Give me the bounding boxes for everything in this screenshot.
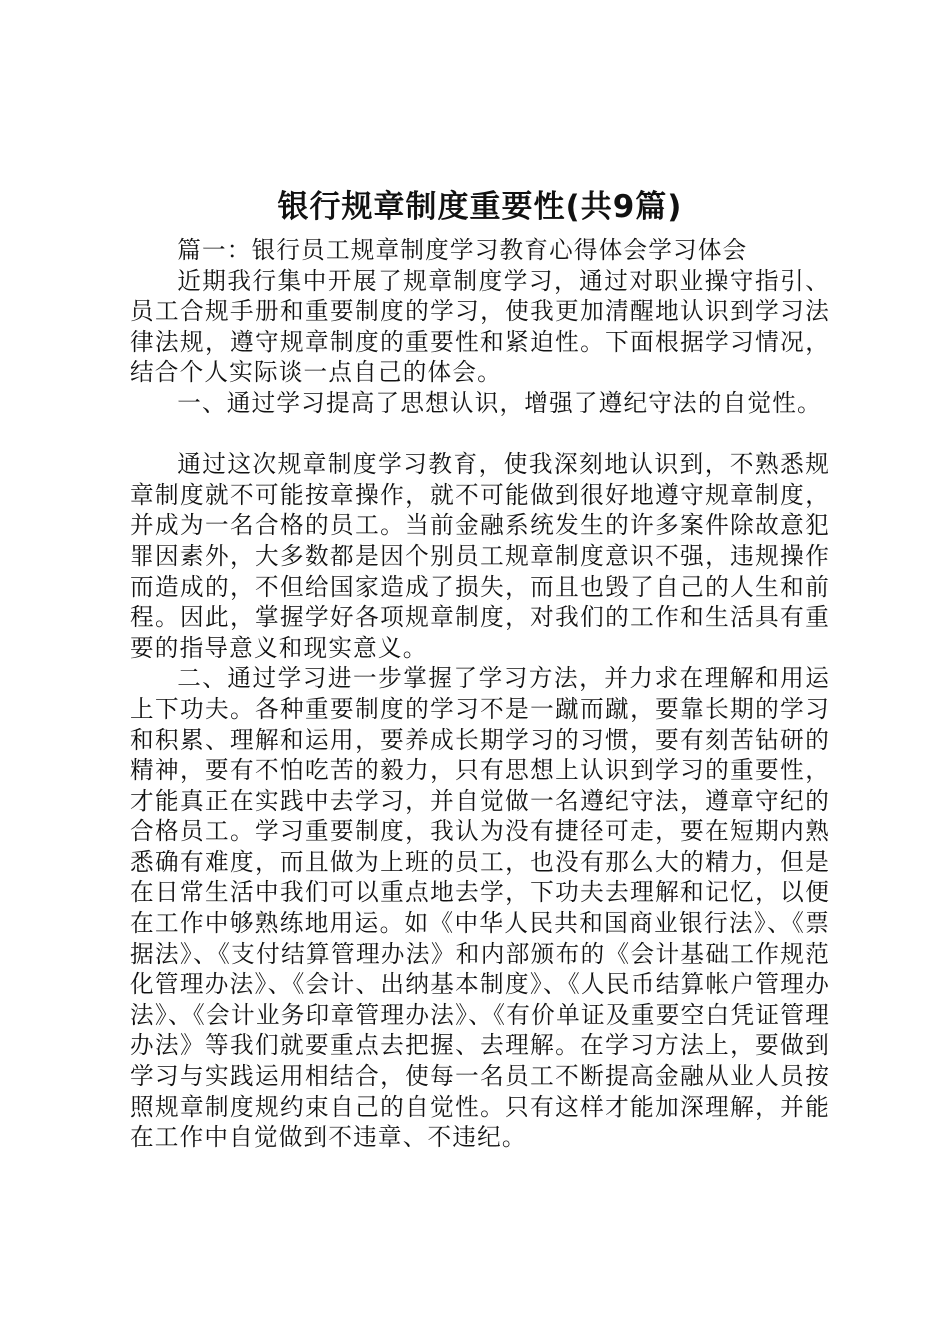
document-page bbox=[130, 185, 830, 1153]
document-title: 银行规章制度重要性(共9篇) bbox=[277, 189, 683, 225]
body-paragraph-intro: 近期我行集中开展了规章制度学习，通过对职业操守指引、员工合规手册和重要制度的学习，使我更加清醒地认识到学习法律法规，遵守规章制度的重要性和紧迫性。下面根据学习情况，结合个人实际谈一点自己的体会。 bbox=[130, 266, 830, 387]
section-heading-one: 一、通过学习提高了思想认识，增强了遵纪守法的自觉性。 bbox=[177, 388, 822, 417]
blank-line bbox=[130, 419, 830, 450]
section-heading-part-one: 篇一：银行员工规章制度学习教育心得体会学习体会 bbox=[177, 236, 748, 264]
body-paragraph-awareness: 通过这次规章制度学习教育，使我深刻地认识到，不熟悉规章制度就不可能按章操作，就不可能做到很好地遵守规章制度，并成为一名合格的员工。当前金融系统发生的许多案件除故意犯罪因素外，大多数都是因个别员工规章制度意识不强，违规操作而造成的，不但给国家造成了损失，而且也毁了自己的人生和前程。因此，掌握学好各项规章制度，对我们的工作和生活具有重要的指导意义和现实意义。 bbox=[130, 450, 830, 662]
body-paragraph-method: 二、通过学习进一步掌握了学习方法，并力求在理解和用运上下功夫。各种重要制度的学习不是一蹴而蹴，要靠长期的学习和积累、理解和运用，要养成长期学习的习惯，要有刻苦钻研的精神，要有不怕吃苦的毅力，只有思想上认识到学习的重要性，才能真正在实践中去学习，并自觉做一名遵纪守法，遵章守纪的合格员工。学习重要制度，我认为没有捷径可走，要在短期内熟悉确有难度，而且做为上班的员工，也没有那么大的精力，但是在日常生活中我们可以重点地去学，下功夫去理解和记忆，以便在工作中够熟练地用运。如《中华人民共和国商业银行法》、《票据法》、《支付结算管理办法》和内部颁布的《会计基础工作规范化管理办法》、《会计、出纳基本制度》、《人民币结算帐户管理办法》、《会计业务印章管理办法》、《有价单证及重要空白凭证管理办法》等我们就要重点去把握、去理解。在学习方法上，要做到学习与实践运用相结合，使每一名员工不断提高金融从业人员按照规章制度规约束自己的自觉性。只有这样才能加深理解，并能在工作中自觉做到不违章、不违纪。 bbox=[130, 664, 830, 1152]
